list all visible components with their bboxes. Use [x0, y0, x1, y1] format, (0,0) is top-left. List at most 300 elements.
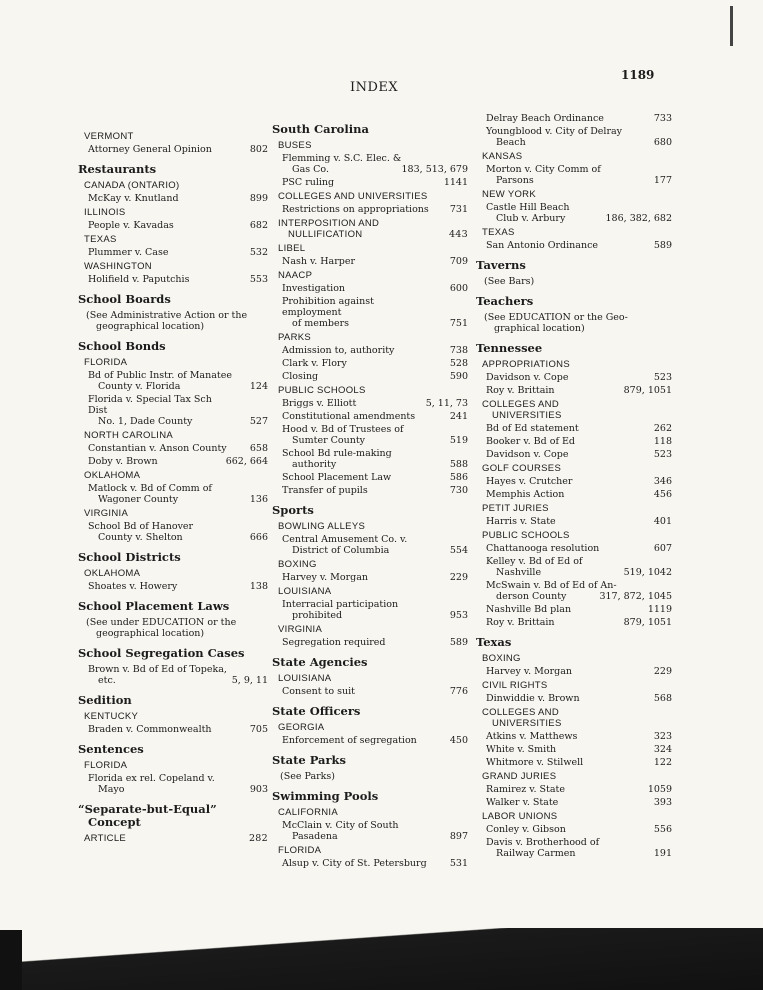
entry-name: Florida ex rel. Copeland v. [88, 773, 215, 784]
index-entry [486, 543, 672, 554]
page-reference: 589 [653, 240, 672, 251]
page-reference: 191 [653, 848, 672, 859]
entry-name-continued: Railway Carmen [496, 848, 576, 859]
page-reference: 731 [449, 204, 468, 215]
note-text: (See under EDUCATION or the [86, 617, 237, 628]
subheading-text: BOXING [482, 653, 521, 664]
section-heading [476, 259, 672, 272]
entry-name: Booker v. Bd of Ed [486, 436, 575, 447]
entry-name: School Bd of Hanover [88, 521, 194, 532]
heading-text: School Boards [78, 292, 171, 306]
page-reference: 523 [653, 449, 672, 460]
subheading [278, 722, 468, 733]
entry-name: Castle Hill Beach [486, 202, 570, 213]
heading-text-continued: Concept [88, 815, 141, 829]
index-entry [282, 204, 468, 215]
index-entry [486, 436, 672, 447]
index-entry [282, 686, 468, 697]
page-reference: 897 [449, 831, 468, 842]
index-entry [486, 476, 672, 487]
index-entry [282, 858, 468, 869]
entry-name: White v. Smith [486, 744, 557, 755]
page-reference: 682 [249, 220, 268, 231]
page-reference: 589 [449, 637, 468, 648]
entry-name: Chattanooga resolution [486, 543, 600, 554]
subheading [278, 218, 468, 240]
index-entry [282, 534, 468, 556]
entry-name: Memphis Action [486, 489, 565, 500]
heading-text: School Bonds [78, 339, 166, 353]
subheading [482, 707, 672, 729]
page-reference: 346 [653, 476, 672, 487]
entry-name: Hayes v. Crutcher [486, 476, 573, 487]
page-number: 1189 [621, 68, 655, 82]
note-text-continued: geographical location) [96, 321, 205, 332]
subheading [278, 270, 468, 281]
page-reference: 553 [249, 274, 268, 285]
index-entry [486, 731, 672, 742]
subheading [482, 530, 672, 541]
page-reference: 5, 11, 73 [425, 398, 468, 409]
heading-text: State Officers [272, 704, 361, 718]
index-entry [88, 456, 268, 467]
index-entry [88, 193, 268, 204]
page-reference: 324 [653, 744, 672, 755]
page-reference: 879, 1051 [623, 617, 672, 628]
entry-name: Harvey v. Morgan [282, 572, 368, 583]
section-heading [78, 340, 268, 353]
subheading-text: PUBLIC SCHOOLS [482, 530, 570, 541]
entry-name: McClain v. City of South [282, 820, 399, 831]
subheading-text: KANSAS [482, 151, 523, 162]
page-reference: 519, 1042 [623, 567, 672, 578]
page-reference: 450 [449, 735, 468, 746]
index-entry [282, 820, 468, 842]
entry-name-continued: Gas Co. [292, 164, 329, 175]
entry-name: Alsup v. City of St. Petersburg [282, 858, 427, 869]
index-entry [486, 757, 672, 768]
index-entry [486, 556, 672, 578]
cross-reference-note [484, 276, 672, 287]
subheading-text: TEXAS [482, 227, 515, 238]
entry-name: Walker v. State [486, 797, 559, 808]
entry-name: McKay v. Knutland [88, 193, 179, 204]
subheading-text: LIBEL [278, 243, 306, 254]
entry-name: Admission to, authority [282, 345, 395, 356]
page-reference: 456 [653, 489, 672, 500]
index-entry [282, 256, 468, 267]
index-entry [282, 345, 468, 356]
entry-name: Briggs v. Elliott [282, 398, 357, 409]
section-heading [272, 705, 468, 718]
subheading-text: WASHINGTON [84, 261, 152, 272]
subheading [482, 189, 672, 200]
subheading [278, 191, 468, 202]
subheading [84, 833, 268, 844]
entry-name: Nash v. Harper [282, 256, 356, 267]
entry-name: Flemming v. S.C. Elec. & [282, 153, 402, 164]
index-column-1 [78, 128, 268, 846]
subheading-text: TEXAS [84, 234, 117, 245]
index-entry [282, 177, 468, 188]
index-entry [486, 744, 672, 755]
index-entry [486, 837, 672, 859]
page-reference: 118 [653, 436, 672, 447]
subheading [482, 680, 672, 691]
index-entry [486, 164, 672, 186]
section-heading [78, 694, 268, 707]
subheading [84, 508, 268, 519]
index-entry [282, 472, 468, 483]
subheading [482, 227, 672, 238]
index-entry [88, 274, 268, 285]
entry-name-continued: derson County [496, 591, 567, 602]
page-reference: 136 [249, 494, 268, 505]
subheading-text: VERMONT [84, 131, 134, 142]
index-entry [486, 372, 672, 383]
page-reference: 903 [249, 784, 268, 795]
page-reference: 528 [449, 358, 468, 369]
page-reference: 554 [449, 545, 468, 556]
note-text-continued: graphical location) [494, 323, 585, 334]
heading-text: Sports [272, 503, 314, 517]
entry-name-continued: Wagoner County [98, 494, 179, 505]
entry-name-continued: Pasadena [292, 831, 338, 842]
subheading-text: APPROPRIATIONS [482, 359, 570, 370]
subheading [482, 463, 672, 474]
page-reference: 733 [653, 113, 672, 124]
subheading-text-continued: UNIVERSITIES [492, 410, 562, 421]
entry-name: San Antonio Ordinance [486, 240, 599, 251]
subheading [278, 521, 468, 532]
entry-name: McSwain v. Bd of Ed of An- [486, 580, 617, 591]
heading-text: Sentences [78, 742, 144, 756]
subheading [278, 140, 468, 151]
subheading-text: COLLEGES AND [482, 399, 559, 410]
page-reference: 186, 382, 682 [605, 213, 672, 224]
index-column-2 [272, 123, 468, 871]
index-entry [88, 724, 268, 735]
entry-name: Interracial participation [282, 599, 399, 610]
section-heading [78, 163, 268, 176]
subheading [84, 760, 268, 771]
subheading [84, 711, 268, 722]
entry-name: Youngblood v. City of Delray [486, 126, 623, 137]
section-heading [78, 743, 268, 756]
entry-name: Nashville Bd plan [486, 604, 572, 615]
entry-name: Matlock v. Bd of Comm of [88, 483, 212, 494]
page-reference: 124 [249, 381, 268, 392]
cross-reference-note [86, 617, 268, 639]
page-reference: 282 [248, 833, 268, 844]
page-reference: 1059 [647, 784, 672, 795]
index-entry [88, 394, 268, 427]
cross-reference-note [280, 771, 468, 782]
subheading [482, 359, 672, 370]
index-entry [282, 424, 468, 446]
entry-name: Bd of Public Instr. of Manatee [88, 370, 232, 381]
subheading [278, 243, 468, 254]
subheading [278, 807, 468, 818]
index-entry [486, 824, 672, 835]
page-reference: 556 [653, 824, 672, 835]
note-text: (See EDUCATION or the Geo- [484, 312, 628, 323]
heading-text: Texas [476, 635, 512, 649]
page-reference: 607 [653, 543, 672, 554]
heading-text: School Segregation Cases [78, 646, 245, 660]
entry-name: PSC ruling [282, 177, 335, 188]
subheading-text: GEORGIA [278, 722, 325, 733]
subheading [278, 673, 468, 684]
scan-edge-right [730, 6, 733, 46]
subheading [84, 430, 268, 441]
page-reference: 600 [449, 283, 468, 294]
subheading-text: INTERPOSITION AND [278, 218, 380, 229]
page-reference: 532 [249, 247, 268, 258]
note-text: (See Parks) [280, 771, 335, 782]
heading-text: Swimming Pools [272, 789, 379, 803]
index-entry [486, 240, 672, 251]
subheading-text: NEW YORK [482, 189, 536, 200]
heading-text: “Separate-but-Equal” [78, 802, 217, 816]
page-reference: 666 [249, 532, 268, 543]
index-column-3 [476, 113, 672, 861]
index-entry [282, 283, 468, 294]
section-heading [78, 803, 268, 829]
entry-name: Braden v. Commonwealth [88, 724, 212, 735]
subheading [278, 586, 468, 597]
page-reference: 705 [249, 724, 268, 735]
entry-name: School Placement Law [282, 472, 392, 483]
subheading [84, 357, 268, 368]
page-reference: 401 [653, 516, 672, 527]
entry-name: Roy v. Brittain [486, 617, 555, 628]
page-reference: 229 [449, 572, 468, 583]
subheading [482, 399, 672, 421]
section-heading [78, 600, 268, 613]
entry-name: Davidson v. Cope [486, 372, 569, 383]
subheading [278, 332, 468, 343]
index-entry [282, 572, 468, 583]
page-reference: 177 [653, 175, 672, 186]
entry-name: Constitutional amendments [282, 411, 416, 422]
heading-text: Taverns [476, 258, 526, 272]
index-entry [88, 370, 268, 392]
index-entry [88, 247, 268, 258]
page-reference: 523 [653, 372, 672, 383]
subheading [84, 470, 268, 481]
subheading-text: COLLEGES AND [482, 707, 559, 718]
subheading [482, 503, 672, 514]
entry-name-continued: Parsons [496, 175, 534, 186]
subheading [84, 234, 268, 245]
cross-reference-note [484, 312, 672, 334]
entry-name: Enforcement of segregation [282, 735, 417, 746]
heading-text: Restaurants [78, 162, 157, 176]
heading-text: South Carolina [272, 122, 369, 136]
entry-name-continued: District of Columbia [292, 545, 390, 556]
subheading-text: FLORIDA [278, 845, 322, 856]
entry-name-continued: Mayo [98, 784, 125, 795]
index-entry [282, 411, 468, 422]
subheading [84, 207, 268, 218]
page-reference: 590 [449, 371, 468, 382]
subheading-text-continued: NULLIFICATION [288, 229, 363, 240]
page-reference: 531 [449, 858, 468, 869]
page-reference: 317, 872, 1045 [599, 591, 672, 602]
page-reference: 953 [449, 610, 468, 621]
page-reference: 738 [449, 345, 468, 356]
index-entry [88, 483, 268, 505]
page-reference: 709 [449, 256, 468, 267]
subheading-text: ILLINOIS [84, 207, 126, 218]
subheading [84, 131, 268, 142]
section-heading [272, 790, 468, 803]
subheading-text: BUSES [278, 140, 312, 151]
heading-text: State Agencies [272, 655, 368, 669]
entry-name-continued: prohibited [292, 610, 343, 621]
index-entry [88, 773, 268, 795]
subheading-text: PARKS [278, 332, 312, 343]
entry-name: Attorney General Opinion [88, 144, 212, 155]
index-entry [88, 521, 268, 543]
subheading-text: OKLAHOMA [84, 568, 141, 579]
entry-name: Roy v. Brittain [486, 385, 555, 396]
index-entry [282, 599, 468, 621]
index-entry [486, 113, 672, 124]
section-heading [78, 551, 268, 564]
entry-name: Investigation [282, 283, 346, 294]
page-reference: 229 [653, 666, 672, 677]
subheading-text: OKLAHOMA [84, 470, 141, 481]
entry-name-continued: No. 1, Dade County [98, 416, 193, 427]
cross-reference-note [86, 310, 268, 332]
page-reference: 879, 1051 [623, 385, 672, 396]
entry-name-continued: County v. Florida [98, 381, 181, 392]
index-entry [486, 580, 672, 602]
index-entry [282, 371, 468, 382]
subheading [84, 568, 268, 579]
page-reference: 122 [653, 757, 672, 768]
entry-name-continued: authority [292, 459, 337, 470]
index-entry [486, 797, 672, 808]
entry-name: Davis v. Brotherhood of [486, 837, 600, 848]
entry-name-continued: of members [292, 318, 350, 329]
page-reference: 519 [449, 435, 468, 446]
subheading [482, 653, 672, 664]
section-heading [272, 504, 468, 517]
entry-name: Atkins v. Matthews [486, 731, 578, 742]
index-entry [282, 296, 468, 329]
page-reference: 5, 9, 11 [231, 675, 268, 686]
subheading-text: NORTH CAROLINA [84, 430, 174, 441]
index-entry [486, 693, 672, 704]
entry-name: Central Amusement Co. v. [282, 534, 408, 545]
subheading-text: ARTICLE [84, 833, 127, 844]
entry-name: Davidson v. Cope [486, 449, 569, 460]
entry-name: Segregation required [282, 637, 386, 648]
entry-name: Delray Beach Ordinance [486, 113, 604, 124]
index-entry [486, 489, 672, 500]
entry-name: Constantian v. Anson County [88, 443, 227, 454]
index-entry [282, 398, 468, 409]
entry-name: Harris v. State [486, 516, 556, 527]
entry-name-continued: Sumter County [292, 435, 366, 446]
subheading-text: LOUISIANA [278, 673, 332, 684]
section-heading [78, 647, 268, 660]
subheading-text: GRAND JURIES [482, 771, 557, 782]
page-reference: 1141 [443, 177, 468, 188]
page-reference: 138 [249, 581, 268, 592]
page-reference: 393 [653, 797, 672, 808]
page-reference: 443 [448, 229, 468, 240]
subheading [482, 151, 672, 162]
subheading-text: FLORIDA [84, 357, 128, 368]
entry-name: Harvey v. Morgan [486, 666, 572, 677]
page-reference: 802 [249, 144, 268, 155]
subheading-text: NAACP [278, 270, 313, 281]
section-heading [272, 656, 468, 669]
subheading-text: CANADA (ONTARIO) [84, 180, 180, 191]
page-reference: 730 [449, 485, 468, 496]
page-reference: 586 [449, 472, 468, 483]
entry-name: Dinwiddie v. Brown [486, 693, 580, 704]
subheading-text: LABOR UNIONS [482, 811, 558, 822]
page-reference: 241 [449, 411, 468, 422]
entry-name: School Bd rule-making [282, 448, 392, 459]
index-entry [88, 144, 268, 155]
heading-text: School Districts [78, 550, 181, 564]
entry-name: Transfer of pupils [282, 485, 368, 496]
entry-name: Plummer v. Case [88, 247, 169, 258]
index-entry [282, 358, 468, 369]
heading-text: Teachers [476, 294, 534, 308]
section-heading [476, 342, 672, 355]
index-entry [88, 443, 268, 454]
subheading [278, 559, 468, 570]
section-heading [476, 636, 672, 649]
heading-text: Tennessee [476, 341, 543, 355]
section-heading [272, 123, 468, 136]
index-entry [282, 637, 468, 648]
subheading [84, 180, 268, 191]
subheading-text: FLORIDA [84, 760, 128, 771]
entry-name: Ramirez v. State [486, 784, 565, 795]
entry-name: Whitmore v. Stilwell [486, 757, 584, 768]
page-reference: 527 [249, 416, 268, 427]
entry-name: Bd of Ed statement [486, 423, 579, 434]
page-reference: 262 [653, 423, 672, 434]
entry-name: Closing [282, 371, 319, 382]
page-reference: 662, 664 [225, 456, 268, 467]
entry-name-continued: Nashville [496, 567, 542, 578]
entry-name: Shoates v. Howery [88, 581, 178, 592]
index-entry [486, 202, 672, 224]
subheading-text: KENTUCKY [84, 711, 139, 722]
index-entry [486, 423, 672, 434]
subheading-text: VIRGINIA [84, 508, 129, 519]
entry-name: Brown v. Bd of Ed of Topeka, [88, 664, 227, 675]
heading-text: State Parks [272, 753, 346, 767]
entry-name: Conley v. Gibson [486, 824, 566, 835]
index-entry [282, 448, 468, 470]
subheading-text: BOWLING ALLEYS [278, 521, 366, 532]
entry-name: Morton v. City Comm of [486, 164, 601, 175]
index-entry [282, 735, 468, 746]
entry-name: Kelley v. Bd of Ed of [486, 556, 583, 567]
entry-name: Holifield v. Paputchis [88, 274, 190, 285]
page-reference: 751 [449, 318, 468, 329]
